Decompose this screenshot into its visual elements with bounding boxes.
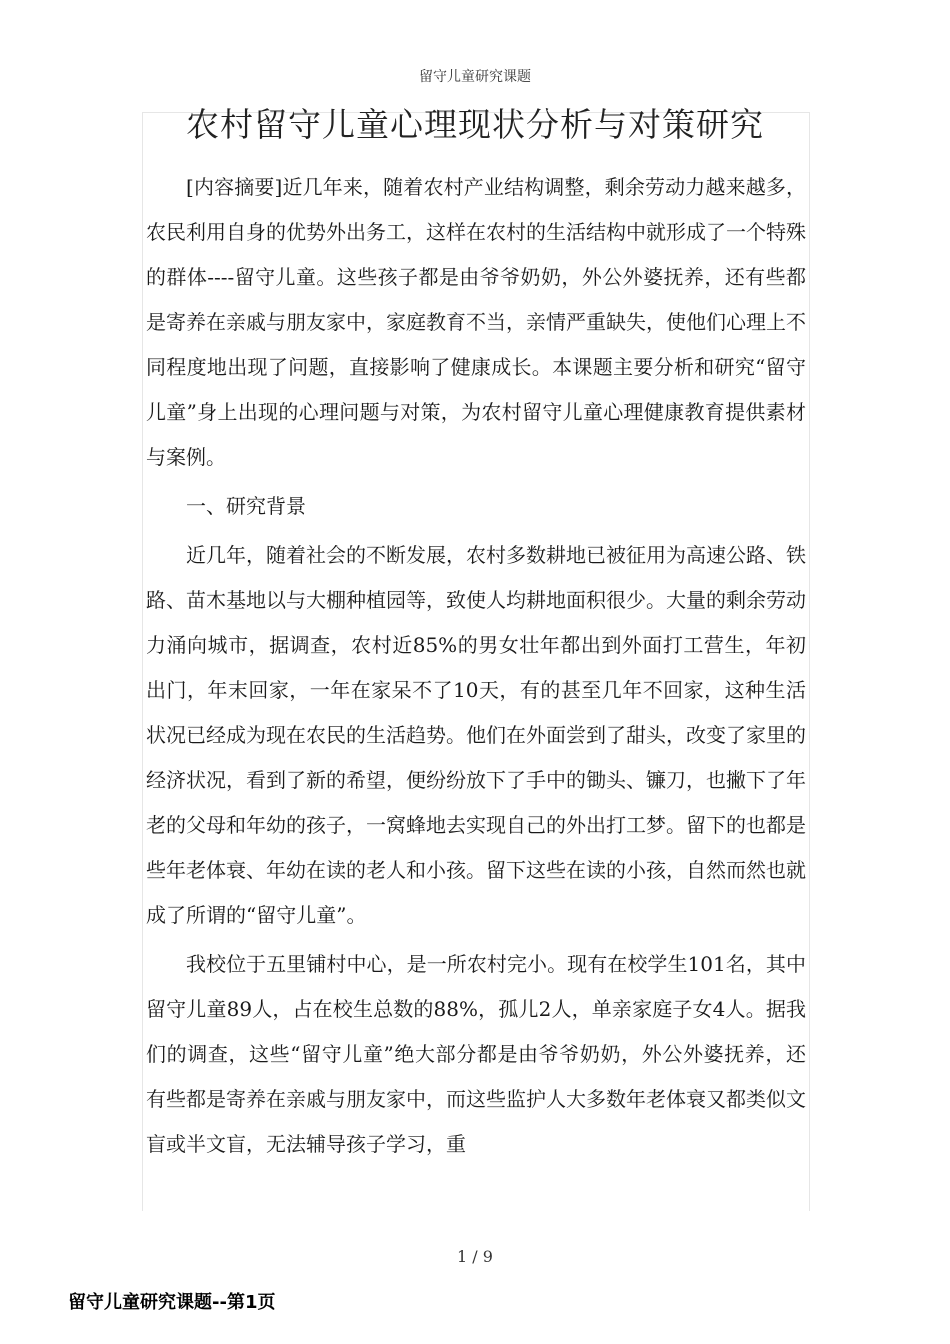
document-body	[146, 165, 806, 1167]
abstract-paragraph: [内容摘要]近几年来，随着农村产业结构调整，剩余劳动力越来越多，农民利用自身的优势外出务工，这样在农村的生活结构中就形成了一个特殊的群体----留守儿童。这些孩子都是由爷爷奶奶，外公外婆抚养，还有些都是寄养在亲戚与朋友家中，家庭教育不当，亲情严重缺失，使他们心理上不同程度地出现了问题，直接影响了健康成长。本课题主要分析和研究“留守儿童”身上出现的心理问题与对策，为农村留守儿童心理健康教育提供素材与案例。	[146, 175, 806, 469]
page-number: 1 / 9	[457, 1247, 493, 1266]
section-heading-background: 一、研究背景	[186, 494, 306, 518]
school-paragraph: 我校位于五里铺村中心，是一所农村完小。现有在校学生101名，其中留守儿童89人，占在校生总数的88%，孤儿2人，单亲家庭子女4人。据我们的调查，这些“留守儿童”绝大部分都是由爷爷奶奶，外公外婆抚养，还有些都是寄养在亲戚与朋友家中，而这些监护人大多数年老体衰又都类似文盲或半文盲，无法辅导孩子学习，重	[146, 952, 806, 1156]
page-title: 农村留守儿童心理现状分析与对策研究	[186, 105, 764, 144]
background-paragraph: 近几年，随着社会的不断发展，农村多数耕地已被征用为高速公路、铁路、苗木基地以与大棚种植园等，致使人均耕地面积很少。大量的剩余劳动力涌向城市，据调查，农村近85%的男女壮年都出到外面打工营生，年初出门，年末回家，一年在家呆不了10天，有的甚至几年不回家，这种生活状况已经成为现在农民的生活趋势。他们在外面尝到了甜头，改变了家里的经济状况，看到了新的希望，便纷纷放下了手中的锄头、镰刀，也撇下了年老的父母和年幼的孩子，一窝蜂地去实现自己的外出打工梦。留下的也都是些年老体衰、年幼在读的老人和小孩。留下这些在读的小孩，自然而然也就成了所谓的“留守儿童”。	[146, 543, 806, 927]
footer-label: 留守儿童研究课题--第1页	[68, 1292, 276, 1313]
running-header: 留守儿童研究课题	[419, 69, 531, 85]
